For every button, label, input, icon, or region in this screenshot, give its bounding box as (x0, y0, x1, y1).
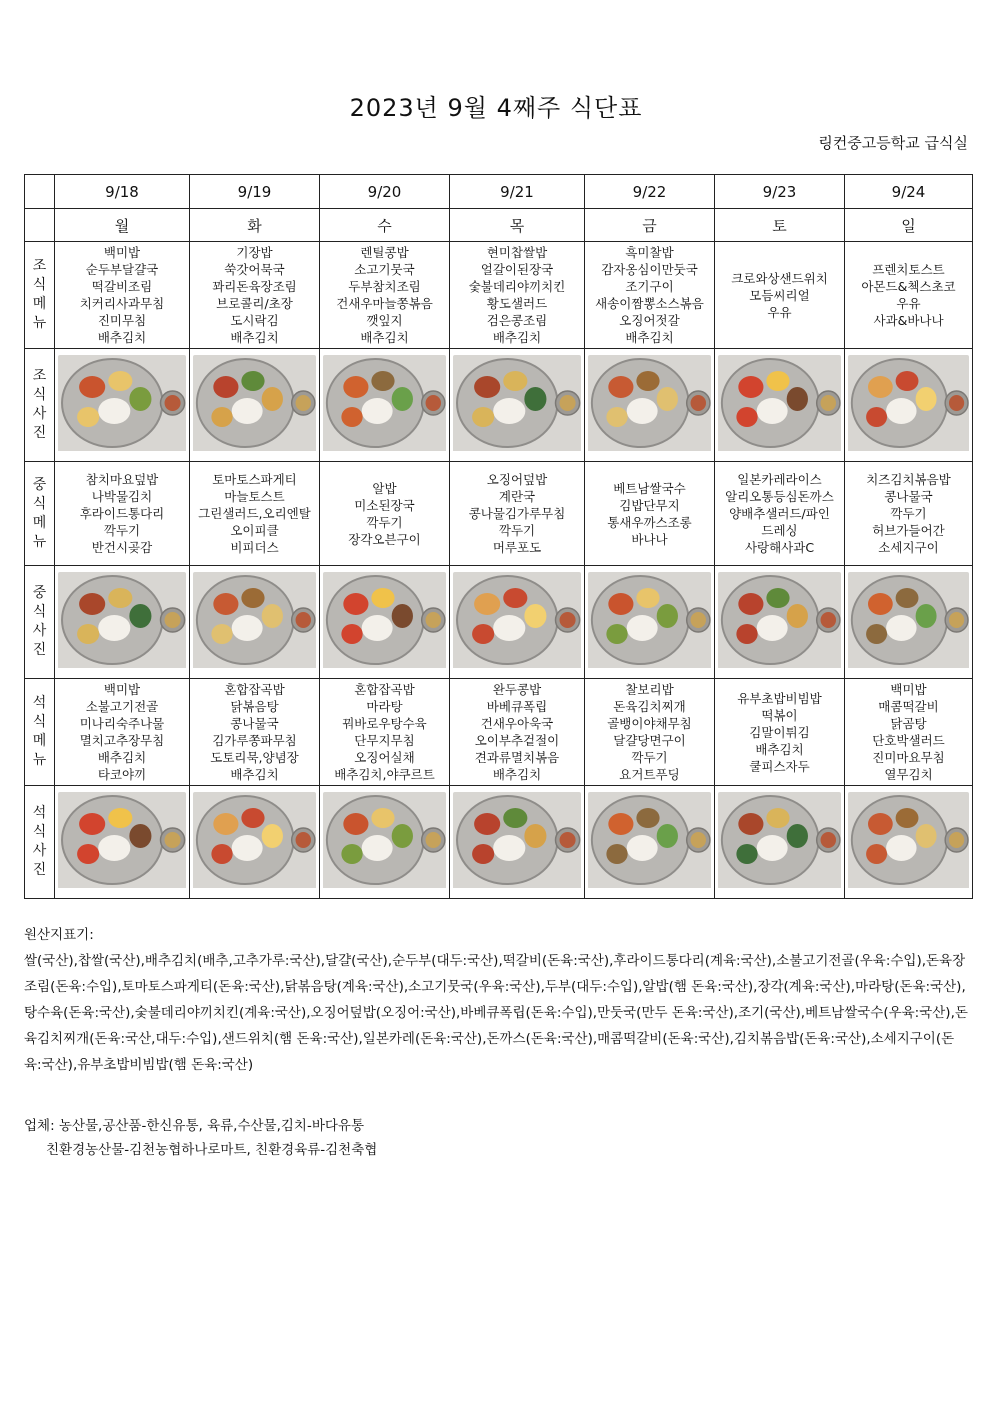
menu-item: 깍두기 (103, 523, 141, 538)
meal-photo (453, 572, 582, 672)
menu-item: 콩나물김가루무침 (468, 506, 566, 521)
lunch-photo-cell (450, 566, 585, 679)
lunch-photo-cell (585, 566, 715, 679)
row-label-char: 중 (32, 585, 47, 601)
menu-item: 참치마요덮밥 (85, 472, 159, 487)
menu-item: 김말이튀김 (749, 724, 810, 740)
menu-item: 바베큐폭립 (486, 699, 548, 714)
menu-item: 드레싱 (761, 523, 798, 538)
menu-item: 골뱅이야채무침 (607, 716, 692, 731)
menu-item: 모듬씨리얼 (749, 287, 810, 303)
menu-item: 기장밥 (236, 245, 273, 260)
menu-item: 미소된장국 (354, 497, 415, 513)
breakfast-menu-cell (585, 242, 715, 349)
dinner-photo-cell (845, 786, 973, 899)
menu-item: 흑미찰밥 (625, 245, 674, 260)
menu-item: 닭곰탕 (890, 716, 927, 731)
row-label (25, 242, 55, 349)
corner-cell (25, 209, 55, 242)
menu-item: 열무김치 (884, 767, 933, 782)
day-cell: 토 (715, 209, 845, 242)
school-name: 링컨중고등학교 급식실 (818, 134, 968, 152)
date-cell: 9/18 (55, 175, 190, 209)
menu-item: 요거트푸딩 (619, 767, 680, 782)
menu-item: 오징어젓갈 (619, 313, 680, 328)
row-label-char: 식 (32, 824, 47, 840)
menu-item: 소불고기전골 (85, 699, 159, 714)
dinner-menu-cell (190, 679, 320, 786)
menu-item: 치즈김치볶음밥 (866, 472, 951, 487)
meal-photo (588, 792, 712, 892)
meal-photo (848, 572, 970, 672)
menu-item: 쑥갓어묵국 (224, 262, 285, 277)
menu-item: 알리오통등심돈까스 (725, 489, 834, 504)
lunch-menu-cell (190, 462, 320, 566)
day-cell: 일 (845, 209, 973, 242)
breakfast-menu-cell (190, 242, 320, 349)
menu-item: 양배추샐러드/파인 (729, 506, 830, 521)
menu-item: 오징어덮밥 (486, 472, 548, 487)
row-label-char: 뉴 (32, 752, 47, 768)
menu-item: 렌틸콩밥 (360, 245, 409, 260)
menu-item: 배추김치 (97, 750, 147, 765)
menu-item: 계란국 (498, 489, 536, 504)
menu-item: 오이피클 (230, 523, 279, 538)
menu-item: 우유 (896, 296, 921, 311)
row-label-char: 메 (32, 296, 47, 312)
breakfast-photo-cell (55, 349, 190, 462)
dinner-menu-row (25, 679, 973, 786)
row-label-char: 사 (32, 843, 47, 859)
row-label (25, 679, 55, 786)
menu-item: 비피더스 (230, 540, 279, 555)
corner-cell (25, 175, 55, 209)
menu-item: 배추김치,야쿠르트 (334, 767, 435, 782)
menu-item: 타코야끼 (97, 767, 147, 782)
date-cell: 9/20 (320, 175, 450, 209)
menu-item: 콩나물국 (884, 489, 933, 504)
meal-photo (453, 792, 582, 892)
menu-item: 혼합잡곡밥 (224, 682, 285, 697)
menu-item: 두부참치조림 (348, 279, 421, 294)
menu-item: 단무지무침 (354, 733, 415, 748)
menu-item: 마늘토스트 (224, 489, 285, 504)
meal-photo (848, 355, 970, 455)
day-cell: 수 (320, 209, 450, 242)
menu-item: 닭볶음탕 (230, 699, 279, 714)
row-label-char: 석 (32, 695, 47, 711)
dinner-photo-cell (450, 786, 585, 899)
menu-item: 백미밥 (103, 682, 141, 697)
row-label-char: 메 (32, 733, 47, 749)
row-label-char: 진 (32, 862, 47, 878)
menu-item: 건새우마늘쫑볶음 (336, 296, 433, 311)
meal-photo (588, 355, 712, 455)
menu-item: 찰보리밥 (625, 682, 674, 697)
day-cell: 금 (585, 209, 715, 242)
menu-item: 도토리묵,양념장 (210, 750, 299, 765)
menu-item: 조기구이 (625, 279, 674, 294)
date-cell: 9/23 (715, 175, 845, 209)
meal-photo (58, 792, 187, 892)
menu-item: 진미마요무침 (872, 750, 945, 765)
meal-photo (58, 572, 187, 672)
menu-item: 완두콩밥 (492, 682, 542, 697)
row-label-char: 진 (32, 425, 47, 441)
row-label (25, 349, 55, 462)
date-cell: 9/22 (585, 175, 715, 209)
row-label-char: 진 (32, 642, 47, 658)
day-cell: 목 (450, 209, 585, 242)
menu-item: 우유 (767, 304, 792, 320)
menu-item: 황도샐러드 (486, 296, 548, 311)
row-label-char: 사 (32, 406, 47, 422)
menu-item: 프렌치토스트 (872, 262, 945, 277)
menu-item: 머루포도 (492, 540, 542, 555)
menu-item: 떡갈비조림 (91, 279, 153, 294)
date-cell: 9/21 (450, 175, 585, 209)
row-label (25, 566, 55, 679)
menu-item: 아몬드&첵스초코 (861, 279, 956, 294)
vendor-line-1: 업체: 농산물,공산품-한신유통, 육류,수산물,김치-바다유통 (24, 1118, 364, 1134)
row-label-char: 식 (32, 714, 47, 730)
menu-item: 나박물김치 (91, 489, 153, 504)
menu-item: 깍두기 (631, 750, 668, 765)
lunch-menu-cell (845, 462, 973, 566)
breakfast-menu-cell (320, 242, 450, 349)
row-label-char: 메 (32, 514, 47, 531)
menu-item: 현미찹쌀밥 (486, 245, 548, 260)
day-cell: 화 (190, 209, 320, 242)
lunch-menu-cell (585, 462, 715, 566)
row-label (25, 462, 55, 566)
menu-item: 깍두기 (890, 506, 927, 521)
origin-notice (24, 922, 970, 1078)
menu-item: 통새우까스조롱 (607, 514, 692, 530)
page-title: 2023년 9월 4째주 식단표 (349, 94, 643, 122)
meal-photo (588, 572, 712, 672)
menu-item: 단호박샐러드 (872, 733, 945, 748)
row-label-char: 사 (32, 623, 47, 639)
meal-photo (848, 792, 970, 892)
lunch-photo-cell (55, 566, 190, 679)
breakfast-photo-cell (845, 349, 973, 462)
row-label-char: 식 (32, 387, 47, 403)
meal-photo (193, 792, 317, 892)
menu-item: 새송이짬뽕소스볶음 (595, 296, 704, 311)
row-label-char: 뉴 (32, 533, 47, 550)
menu-item: 건새우아욱국 (480, 716, 554, 731)
meal-photo (323, 572, 447, 672)
menu-item: 배추김치 (492, 767, 542, 782)
row-label-char: 조 (32, 258, 47, 274)
dinner-photo-cell (320, 786, 450, 899)
origin-text: 쌀(국산),찹쌀(국산),배추김치(배추,고추가루:국산),달걀(국산),순두부(대두:국산),떡갈비(돈육:국산),후라이드통다리(계육:국산),소불고기전골(우육:수입),돈육장조림(돈육:수입),토마토스파게티(돈육:국산),닭볶음탕(계육:국산),소고기뭇국(우육:국산),두부(대두:수입),알밥(햄 돈육:국산),장각(계육:국산),마라탕(돈육:국산),탕수육(돈육:국산),숯불데리야끼치킨(계육:국산),오징어덮밥(오징어:국산),바베큐폭립(돈육:수입),만둣국(만두 돈육:국산),조기(국산),베트남쌀국수(우육:국산),돈육김치찌개(돈육:국산,대두:수입),샌드위치(햄 돈육:국산),일본카레(돈육:국산),돈까스(돈육:국산),매콤떡갈비(돈육:국산),김치볶음밥(돈육:국산),소세지구이(돈육:국산),유부초밥비빔밥(햄 돈육:국산) (24, 953, 968, 1073)
vendor-info (24, 1114, 377, 1162)
menu-item: 꿔바로우탕수육 (342, 716, 427, 731)
dinner-menu-cell (585, 679, 715, 786)
lunch-photo-cell (715, 566, 845, 679)
breakfast-photo-cell (715, 349, 845, 462)
menu-item: 배추김치 (492, 330, 542, 345)
meal-photo (193, 572, 317, 672)
day-row (25, 209, 973, 242)
meal-photo (193, 355, 317, 455)
lunch-menu-row (25, 462, 973, 566)
menu-item: 백미밥 (890, 682, 927, 697)
menu-item: 오이부추겉절이 (474, 733, 560, 748)
menu-item: 견과류멸치볶음 (474, 750, 560, 765)
menu-item: 깻잎지 (366, 313, 403, 328)
menu-item: 토마토스파게티 (212, 472, 297, 487)
lunch-photo-cell (320, 566, 450, 679)
menu-item: 달걀당면구이 (613, 733, 686, 748)
menu-item: 배추김치 (625, 330, 674, 345)
date-cell: 9/19 (190, 175, 320, 209)
menu-item: 유부초밥비빔밥 (737, 690, 822, 706)
row-label-char: 식 (32, 495, 47, 512)
menu-item: 배추김치 (97, 330, 147, 345)
lunch-menu-cell (55, 462, 190, 566)
menu-item: 돈육김치찌개 (613, 699, 686, 714)
meal-photo (58, 355, 187, 455)
menu-item: 매콤떡갈비 (878, 699, 939, 714)
breakfast-photo-cell (450, 349, 585, 462)
dinner-menu-cell (320, 679, 450, 786)
vendor-line-2: 친환경농산물-김천농협하나로마트, 친환경육류-김천축협 (46, 1142, 378, 1158)
dinner-menu-cell (715, 679, 845, 786)
meal-photo (453, 355, 582, 455)
menu-item: 사랑해사과C (744, 540, 815, 555)
breakfast-photo-cell (585, 349, 715, 462)
menu-item: 멸치고추장무침 (79, 733, 165, 748)
day-cell: 월 (55, 209, 190, 242)
date-row (25, 175, 973, 209)
row-label-char: 식 (32, 277, 47, 293)
menu-item: 미나리숙주나물 (79, 716, 165, 731)
breakfast-menu-cell (55, 242, 190, 349)
menu-item: 배추김치 (230, 330, 279, 345)
breakfast-photo-cell (320, 349, 450, 462)
menu-item: 깍두기 (498, 523, 536, 538)
menu-item: 허브가들어간 (872, 523, 945, 538)
menu-item: 장각오븐구이 (348, 531, 421, 547)
row-label-char: 중 (32, 476, 47, 493)
lunch-menu-cell (715, 462, 845, 566)
menu-item: 일본카레라이스 (737, 472, 822, 487)
lunch-menu-cell (450, 462, 585, 566)
meal-photo (323, 355, 447, 455)
menu-item: 사과&바나나 (873, 313, 944, 328)
menu-item: 그린샐러드,오리엔탈 (198, 506, 311, 521)
menu-item: 반건시곶감 (91, 540, 153, 555)
menu-item: 혼합잡곡밥 (354, 682, 415, 697)
menu-item: 쿨피스자두 (749, 758, 810, 774)
menu-item: 백미밥 (103, 245, 141, 260)
row-label-char: 석 (32, 805, 47, 821)
lunch-photo-cell (845, 566, 973, 679)
dinner-menu-cell (55, 679, 190, 786)
meal-photo (718, 792, 842, 892)
row-label-char: 식 (32, 604, 47, 620)
dinner-photo-cell (190, 786, 320, 899)
menu-item: 떡볶이 (761, 707, 798, 723)
menu-item: 배추김치 (230, 767, 279, 782)
menu-item: 바나나 (631, 531, 668, 547)
lunch-menu-cell (320, 462, 450, 566)
menu-item: 김가루쫑파무침 (212, 733, 297, 748)
menu-item: 소고기뭇국 (354, 262, 415, 277)
meal-photo (718, 572, 842, 672)
meal-photo (323, 792, 447, 892)
breakfast-photo-cell (190, 349, 320, 462)
row-label-char: 조 (32, 368, 47, 384)
menu-item: 마라탕 (366, 699, 403, 714)
meal-photo (718, 355, 842, 455)
menu-item: 배추김치 (755, 741, 804, 757)
menu-item: 꽈리돈육장조림 (212, 279, 297, 294)
dinner-photo-cell (715, 786, 845, 899)
row-label (25, 786, 55, 899)
dinner-menu-cell (450, 679, 585, 786)
menu-item: 얼갈이된장국 (480, 262, 554, 277)
menu-item: 베트남쌀국수 (613, 480, 686, 496)
menu-item: 검은콩조림 (486, 313, 548, 328)
menu-item: 김밥단무지 (619, 497, 680, 513)
menu-item: 소세지구이 (878, 540, 939, 555)
menu-item: 숯불데리야끼치킨 (468, 279, 566, 294)
menu-table (24, 174, 973, 899)
menu-item: 깍두기 (366, 514, 403, 530)
menu-item: 크로와상샌드위치 (731, 270, 828, 286)
menu-item: 콩나물국 (230, 716, 279, 731)
menu-item: 치커리사과무침 (79, 296, 165, 311)
breakfast-photo-row (25, 349, 973, 462)
row-label-char: 뉴 (32, 315, 47, 331)
menu-item: 진미무침 (97, 313, 147, 328)
menu-item: 감자옹심이만둣국 (601, 262, 698, 277)
menu-item: 오징어실채 (354, 750, 415, 765)
menu-item: 알밥 (372, 480, 397, 496)
menu-item: 순두부달걀국 (85, 262, 159, 277)
date-cell: 9/24 (845, 175, 973, 209)
dinner-photo-cell (55, 786, 190, 899)
breakfast-menu-cell (845, 242, 973, 349)
breakfast-menu-row (25, 242, 973, 349)
breakfast-menu-cell (715, 242, 845, 349)
lunch-photo-row (25, 566, 973, 679)
breakfast-menu-cell (450, 242, 585, 349)
origin-heading: 원산지표기: (24, 927, 94, 943)
menu-item: 후라이드통다리 (79, 506, 165, 521)
menu-item: 브로콜리/초장 (216, 296, 293, 311)
dinner-menu-cell (845, 679, 973, 786)
dinner-photo-cell (585, 786, 715, 899)
menu-item: 도시락김 (230, 313, 279, 328)
lunch-photo-cell (190, 566, 320, 679)
dinner-photo-row (25, 786, 973, 899)
menu-item: 배추김치 (360, 330, 409, 345)
